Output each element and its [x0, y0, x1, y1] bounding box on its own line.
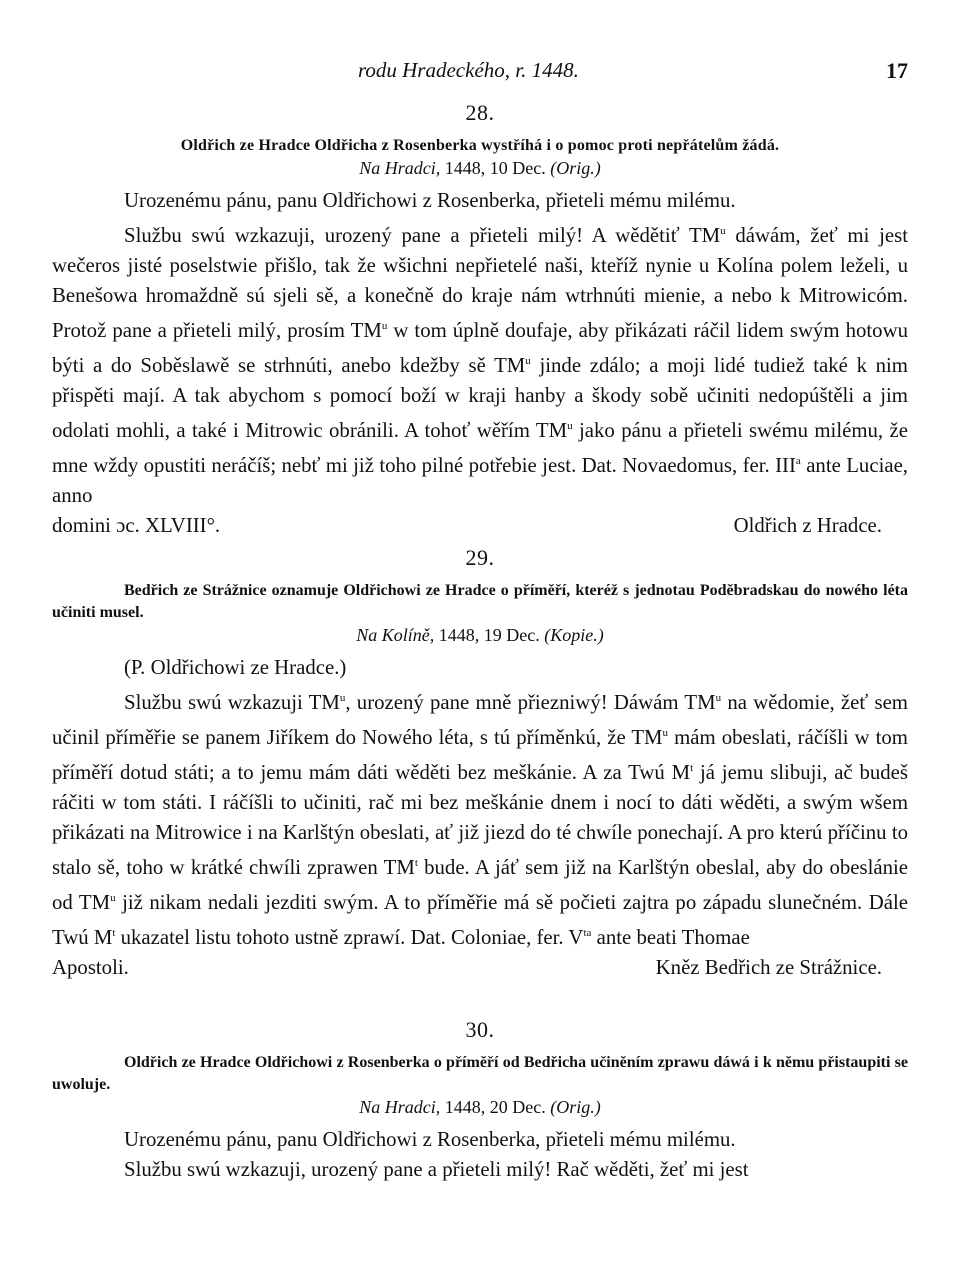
- letter-dateline: [52, 624, 908, 646]
- dateline-place: Na Hradci,: [359, 158, 441, 178]
- dateline-source: (Orig.): [550, 158, 601, 178]
- signature: Oldřich z Hradce.: [733, 514, 882, 537]
- letter-dateline: [52, 157, 908, 179]
- letter-address: Urozenému pánu, panu Oldřichowi z Rosenberka, přieteli mému milému.: [124, 189, 736, 212]
- letter-summary: Oldřich ze Hradce Oldřichowi z Rosenberka o příměří od Bedřicha učiněním zprawu dáwá i k němu přistaupiti se uwoluje.: [52, 1054, 908, 1093]
- dateline-source: (Kopie.): [544, 625, 604, 645]
- letter-number: 30.: [465, 1017, 495, 1042]
- letter-summary: Oldřich ze Hradce Oldřicha z Rosenberka wystříhá i o pomoc proti nepřátelům žádá.: [180, 137, 780, 154]
- letter-body: Službu swú wzkazuji, urozený pane a přieteli milý! Rač wěděti, žeť mi jest: [124, 1158, 749, 1181]
- closing-date: Apostoli.: [52, 956, 129, 979]
- closing-date: domini ɔc. XLVIII°.: [52, 514, 221, 537]
- page-number: 17: [886, 58, 908, 83]
- letter-number: 29.: [465, 545, 495, 570]
- dateline-date: 1448, 19 Dec.: [438, 625, 540, 645]
- document-page: [52, 0, 908, 1265]
- letter-body: Službu swú wzkazuji $TM^u$, urozený pane mně přiezniwý! Dáwám $TM^u$ na wědomie, žeť sem učinil příměřie se panem Jiříkem do Nowého léta, s tú příměnkú, že $TM^u$ mám obeslati, ráčíšli w tom příměří dotud státi; a to jemu mám dáti wěděti bez meškánie. A za Twú $M^t$ já jemu slibuji, ač budeš ráčiti w tom státi. I ráčíšli to učiniti, rač mi bez meškánie dnem i nocí to dáti wěděti, a swým wšem přikázati na Mitrowice i na Karlštýn obeslati, ať již jiezd do té chwíle ponechají. A pro kterú příčinu to stalo sě, toho w krátké chwíli zprawen $TM^t$ bude. A jáť sem již na Karlštýn obeslal, aby do obeslánie od $TM^u$ již nikam nedali jezditi swým. A to příměřie má sě počieti zajtra po západu slunečném. Dále Twú $M^t$ ukazatel listu tohoto ustně zprawí. Dat. Coloniae, fer. $V^{ta}$ ante beati Thomae: [52, 691, 908, 949]
- dateline-place: Na Hradci,: [359, 1097, 441, 1117]
- letter-address: Urozenému pánu, panu Oldřichowi z Rosenberka, přieteli mému milému.: [124, 1128, 736, 1151]
- letter-address: (P. Oldřichowi ze Hradce.): [124, 656, 347, 679]
- letter-summary: Bedřich ze Strážnice oznamuje Oldřichowi ze Hradce o příměří, kteréž s jednotau Poděbradskau do nowého léta učiniti musel.: [52, 582, 908, 621]
- dateline-date: 1448, 20 Dec.: [444, 1097, 546, 1117]
- dateline-source: (Orig.): [550, 1097, 601, 1117]
- letter-dateline: [52, 1096, 908, 1118]
- letter-closing: [52, 953, 908, 983]
- letter-body: Službu swú wzkazuji, urozený pane a přieteli milý! A wědětiť $TM^u$ dáwám, žeť mi jest wečeros jisté poselstwie přišlo, tak že wšichni nepřietelé naši, kteříž nynie u Kolína polem leželi, u Benešowa hromaždně sú sjeli sě, a konečně do kraje nám wtrhnúti mienie, a nebo k Mitrowicóm. Protož pane a přieteli milý, prosím $TM^u$ w tom úplně doufaje, aby přikázati ráčil lidem swým hotowu býti a do Soběslawě se strhnúti, anebo kdežby sě $TM^u$ jinde zdálo; a moji lidé tudiež také k nim přispěti mají. A tak abychom s pomocí boží w kraji hanby a škody sobě učiniti nedopúštěli a jim odolati mohli, a také i Mitrowic obránili. A tohoť wěřím $TM^u$ jako pánu a přieteli swému milému, že mne wždy opustiti neráčíš; nebť mi již toho pilné potřebie jest. Dat. Novaedomus, fer. III$^a$ ante Luciae, anno: [52, 224, 909, 507]
- running-head: [52, 58, 908, 88]
- letter-number: 28.: [465, 100, 495, 125]
- letter-28: [52, 100, 908, 541]
- running-title: rodu Hradeckého, r. 1448.: [358, 58, 579, 82]
- dateline-date: 1448, 10 Dec.: [444, 158, 546, 178]
- letter-closing: [52, 511, 908, 541]
- dateline-place: Na Kolíně,: [356, 625, 435, 645]
- letter-29: [52, 545, 908, 983]
- signature: Kněz Bedřich ze Strážnice.: [655, 956, 882, 979]
- letter-30: [52, 1017, 908, 1185]
